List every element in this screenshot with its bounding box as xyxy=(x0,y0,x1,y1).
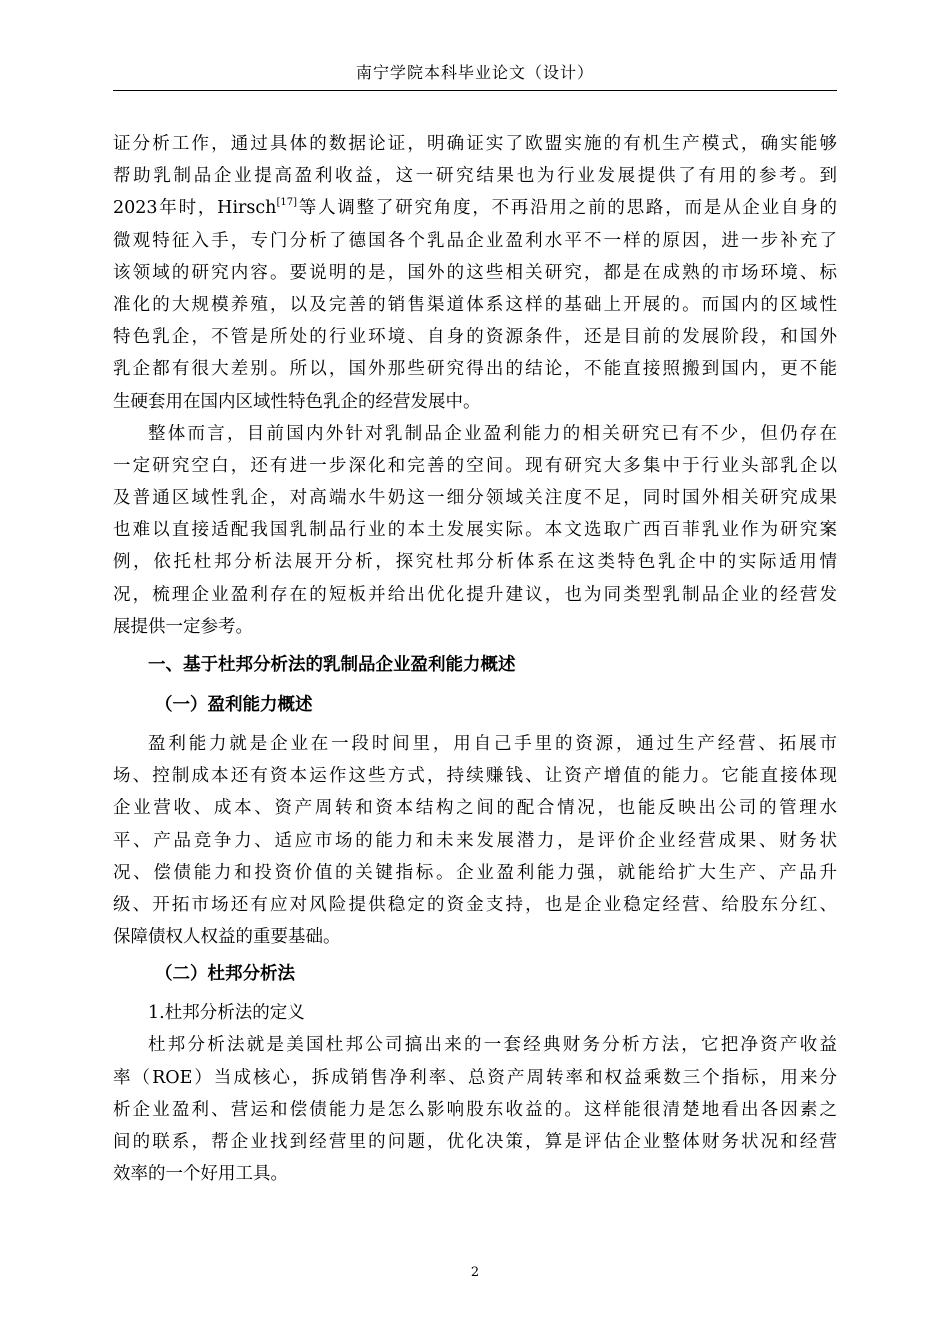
text-line: 率（ROE）当成核心，拆成销售净利率、总资产周转率和权益乘数三个指标，用来分 xyxy=(113,1067,837,1088)
text-span: 2023年时，Hirsch xyxy=(113,198,277,219)
section-heading: 一、基于杜邦分析法的乳制品企业盈利能力概述 xyxy=(148,655,516,675)
text-line: 微观特征入手，专门分析了德国各个乳品企业盈利水平不一样的原因，进一步补充了 xyxy=(113,230,837,251)
text-line: 保障债权人权益的重要基础。 xyxy=(113,927,341,948)
header-rule xyxy=(113,90,837,91)
text-line: 级、开拓市场还有应对风险提供稳定的资金支持，也是企业稳定经营、给股东分红、 xyxy=(113,894,837,915)
text-line: 生硬套用在国内区域性特色乳企的经营发展中。 xyxy=(113,391,481,412)
page-number: 2 xyxy=(470,1265,480,1280)
sub-subsection-heading: 1.杜邦分析法的定义 xyxy=(148,1003,305,1024)
text-line: 况、偿债能力和投资价值的关键指标。企业盈利能力强，就能给扩大生产、产品升 xyxy=(113,862,837,883)
text-line: 证分析工作，通过具体的数据论证，明确证实了欧盟实施的有机生产模式，确实能够 xyxy=(113,134,837,154)
citation-ref: [17] xyxy=(276,197,297,209)
text-line: 平、产品竞争力、适应市场的能力和未来发展潜力，是评价企业经营成果、财务状 xyxy=(113,830,837,851)
text-line-citation xyxy=(113,192,837,224)
text-line: 一定研究空白，还有进一步深化和完善的空间。现有研究大多集中于行业头部乳企以 xyxy=(113,455,837,476)
text-line: 析企业盈利、营运和偿债能力是怎么影响股东收益的。这样能很清楚地看出各因素之 xyxy=(113,1099,837,1120)
text-line: 展提供一定参考。 xyxy=(113,616,253,637)
text-line: 杜邦分析法就是美国杜邦公司搞出来的一套经典财务分析方法，它把净资产收益 xyxy=(148,1035,837,1056)
text-line: 特色乳企，不管是所处的行业环境、自身的资源条件，还是目前的发展阶段，和国外 xyxy=(113,327,837,348)
text-line: 间的联系，帮企业找到经营里的问题，优化决策，算是评估企业整体财务状况和经营 xyxy=(113,1131,837,1152)
body-text xyxy=(113,128,837,1190)
subsection-heading: （二）杜邦分析法 xyxy=(155,964,295,985)
text-line: 及普通区域性乳企，对高端水牛奶这一细分领域关注度不足，同时国外相关研究成果 xyxy=(113,488,837,509)
text-line: 况，梳理企业盈利存在的短板并给出优化提升建议，也为同类型乳制品企业的经营发 xyxy=(113,584,837,605)
text-line: 该领域的研究内容。要说明的是，国外的这些相关研究，都是在成熟的市场环境、标 xyxy=(113,262,837,283)
text-line: 效率的一个好用工具。 xyxy=(113,1164,288,1185)
text-line: 例，依托杜邦分析法展开分析，探究杜邦分析体系在这类特色乳企中的实际适用情 xyxy=(113,552,837,573)
text-line: 场、控制成本还有资本运作这些方式，持续赚钱、让资产增值的能力。它能直接体现 xyxy=(113,766,837,787)
text-line: 也难以直接适配我国乳制品行业的本土发展实际。本文选取广西百菲乳业作为研究案 xyxy=(113,520,837,541)
text-line: 盈利能力就是企业在一段时间里，用自己手里的资源，通过生产经营、拓展市 xyxy=(148,734,837,754)
text-span: 等人调整了研究角度，不再沿用之前的思路，而是从企业自身的 xyxy=(297,198,837,219)
text-line: 帮助乳制品企业提高盈利收益，这一研究结果也为行业发展提供了有用的参考。到 xyxy=(113,166,837,187)
text-line: 整体而言，目前国内外针对乳制品企业盈利能力的相关研究已有不少，但仍存在 xyxy=(148,423,837,444)
text-line: 准化的大规模养殖，以及完善的销售渠道体系这样的基础上开展的。而国内的区域性 xyxy=(113,294,837,315)
text-line: 乳企都有很大差别。所以，国外那些研究得出的结论，不能直接照搬到国内，更不能 xyxy=(113,359,837,380)
running-header: 南宁学院本科毕业论文（设计） xyxy=(355,63,594,82)
text-line: 企业营收、成本、资产周转和资本结构之间的配合情况，也能反映出公司的管理水 xyxy=(113,798,837,819)
subsection-heading: （一）盈利能力概述 xyxy=(155,695,313,715)
